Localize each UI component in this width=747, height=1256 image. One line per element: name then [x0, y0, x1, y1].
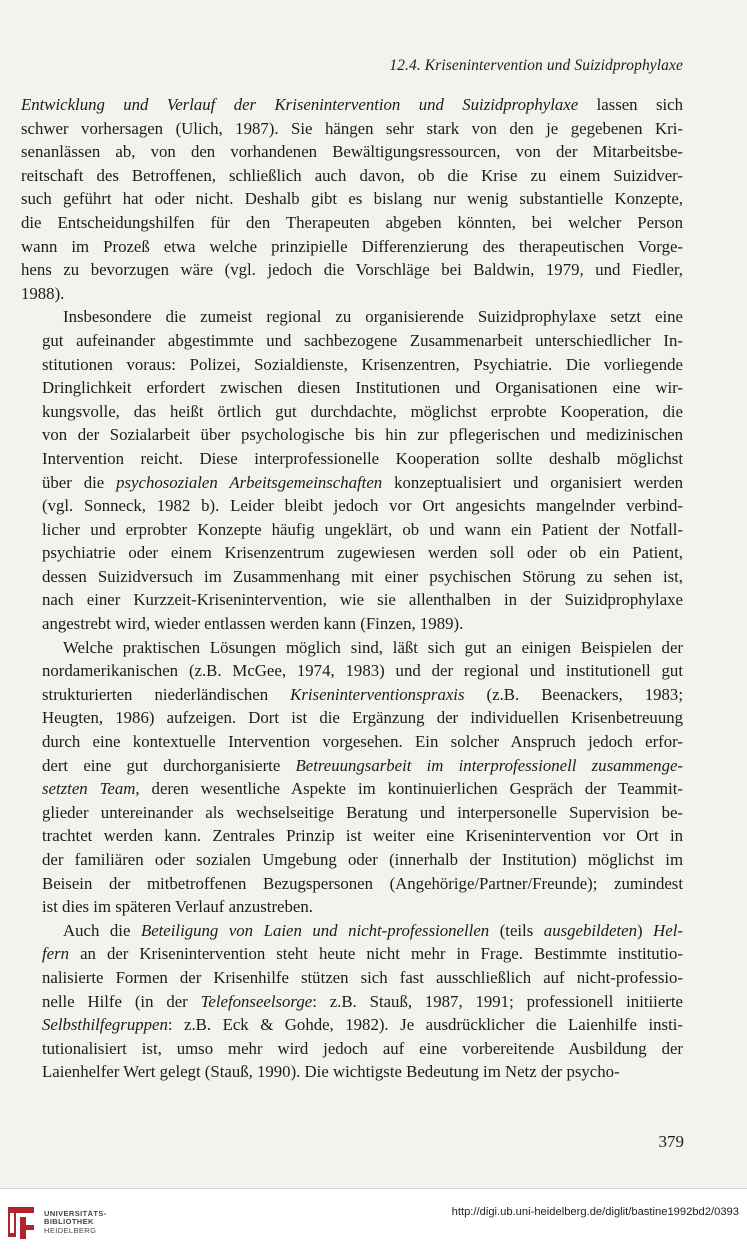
text-run: von der Sozialarbeit über psychologische bis hin zur pflegerischen und medizinischen: [42, 425, 683, 445]
text-line: [21, 1037, 683, 1061]
text-run: dert eine gut durchorganisierte: [42, 755, 296, 775]
text-run: senanlässen ab, von den vorhandenen Bewältigungsressourcen, von der Mitarbeitsbe-: [21, 142, 683, 162]
text-run: dessen Suizidversuch im Zusammenhang mit einer psychischen Störung zu sehen ist,: [42, 566, 683, 586]
library-name-line: UNIVERSITÄTS-: [44, 1209, 107, 1218]
text-run: ist dies im späteren Verlauf anzustreben.: [42, 897, 313, 917]
text-line: [21, 612, 683, 636]
text-line: [21, 235, 683, 259]
text-line: [21, 376, 683, 400]
text-line: [21, 305, 683, 329]
text-line: [21, 848, 683, 872]
text-line: [21, 588, 683, 612]
italic-text: Telefonseelsorge: [200, 991, 313, 1011]
text-run: wann im Prozeß etwa welche prinzipielle Differenzierung des therapeutischen Vorge-: [21, 236, 683, 256]
text-line: [21, 636, 683, 660]
text-run: Dringlichkeit erfordert zwischen diesen Institutionen und Organisationen eine wir-: [42, 378, 683, 398]
text-run: glieder untereinander als wechselseitige Beratung und interpersonelle Supervision be-: [42, 802, 683, 822]
text-line: [21, 919, 683, 943]
text-line: [21, 659, 683, 683]
italic-text: Hel-: [653, 920, 683, 940]
text-run: tutionalisiert ist, umso mehr wird jedoch auf eine vorbereitende Ausbildung der: [42, 1038, 683, 1058]
text-run: Heugten, 1986) aufzeigen. Dort ist die Ergänzung der individuellen Krisenbetreuung: [42, 708, 683, 728]
text-run: (teils: [489, 920, 544, 940]
page-number: 379: [658, 1132, 684, 1151]
text-line: [21, 730, 683, 754]
text-run: lassen sich: [578, 95, 683, 114]
text-run: Laienhelfer Wert gelegt (Stauß, 1990). Die wichtigste Bedeutung im Netz der psycho-: [42, 1062, 620, 1082]
italic-text: psychosozialen Arbeitsgemeinschaften: [116, 472, 383, 492]
text-line: [21, 942, 683, 966]
text-run: hens zu bevorzugen wäre (vgl. jedoch die Vorschläge bei Baldwin, 1979, und Fiedler,: [21, 260, 683, 280]
text-run: nach einer Kurzzeit-Krisenintervention, wie sie allenthalben in der Suizidprophylaxe: [42, 590, 683, 610]
footer-bar: [0, 1188, 747, 1256]
text-run: stitutionen voraus: Polizei, Sozialdienste, Krisenzentren, Psychiatrie. Die vorliegende: [42, 354, 683, 374]
text-run: such geführt hat oder nicht. Deshalb gibt es bislang nur wenig substantielle Konzepte,: [21, 189, 683, 209]
text-run: über die: [42, 472, 117, 492]
text-line: [21, 329, 683, 353]
source-url-link[interactable]: http://digi.ub.uni-heidelberg.de/diglit/bastine1992bd2/0393: [451, 1206, 739, 1218]
italic-text: Beteiligung von Laien und nicht-professionellen: [140, 920, 490, 940]
text-line: [21, 824, 683, 848]
italic-text: Betreuungsarbeit im interprofessionell zusammenge-: [295, 755, 683, 775]
text-run: konzeptualisiert und organisiert werden: [382, 472, 683, 492]
text-run: Auch die: [63, 920, 141, 940]
text-line: [21, 258, 683, 282]
text-line: [21, 93, 683, 117]
italic-text: ausgebildeten: [543, 920, 638, 940]
text-run: (vgl. Sonneck, 1982 b). Leider bleibt jedoch vor Ort angesichts mangelnder verbind-: [42, 496, 683, 516]
text-line: [21, 1060, 683, 1084]
text-run: gut aufeinander abgestimmte und sachbezogene Zusammenarbeit unterschiedlicher In-: [42, 330, 683, 350]
library-name: [44, 1210, 107, 1235]
text-run: Intervention reicht. Diese interprofessionelle Kooperation sollte deshalb möglichst: [42, 448, 683, 468]
text-line: [21, 353, 683, 377]
text-run: angestrebt wird, wieder entlassen werden kann (Finzen, 1989).: [42, 614, 464, 634]
italic-text: fern: [42, 944, 70, 964]
text-line: [21, 872, 683, 896]
text-line: [21, 423, 683, 447]
text-line: [21, 683, 683, 707]
text-run: die Entscheidungshilfen für den Therapeuten abgeben könnten, bei welcher Person: [21, 212, 683, 232]
text-line: [21, 754, 683, 778]
text-line: [21, 801, 683, 825]
text-run: 1988).: [21, 283, 65, 303]
text-run: trachtet werden kann. Zentrales Prinzip ist weiter eine Krisenintervention vor Ort in: [42, 826, 683, 846]
text-line: [21, 400, 683, 424]
text-line: [21, 140, 683, 164]
library-name-line: HEIDELBERG: [44, 1225, 97, 1235]
text-run: Insbesondere die zumeist regional zu organisierende Suizidprophylaxe setzt eine: [63, 307, 683, 327]
italic-text: Kriseninterventionspraxis: [290, 684, 465, 704]
text-line: [21, 211, 683, 235]
text-line: [21, 447, 683, 471]
text-run: nalisierte Formen der Krisenhilfe stützen sich fast ausschließlich auf nicht-professio-: [42, 967, 683, 987]
text-run: Welche praktischen Lösungen möglich sind, läßt sich gut an einigen Beispielen der: [63, 637, 683, 657]
text-run: durch eine kontextuelle Intervention vorgesehen. Ein solcher Anspruch jedoch erfor-: [42, 732, 683, 752]
text-run: nordamerikanischen (z.B. McGee, 1974, 1983) und der regional und institutionell gut: [42, 661, 683, 681]
text-line: [21, 1013, 683, 1037]
text-run: : z.B. Stauß, 1987, 1991; professionell initiierte: [312, 991, 683, 1011]
text-line: [21, 895, 683, 919]
text-run: reitschaft des Betroffenen, schließlich auch davon, ob die Krise zu einem Suizidver-: [21, 165, 683, 185]
text-line: [21, 565, 683, 589]
text-line: [21, 777, 683, 801]
text-line: [21, 494, 683, 518]
text-run: , deren wesentliche Aspekte im kontinuierlichen Gespräch der Teammit-: [135, 779, 683, 799]
text-line: [21, 541, 683, 565]
text-run: nelle Hilfe (in der: [42, 991, 201, 1011]
paragraph: [21, 93, 683, 305]
text-line: [21, 187, 683, 211]
text-run: kungsvolle, das heißt örtlich gut durchdachte, möglichst erprobte Kooperation, die: [42, 401, 683, 421]
library-logo-icon: [6, 1201, 38, 1243]
text-line: [21, 117, 683, 141]
text-line: [21, 966, 683, 990]
italic-text: Selbsthilfegruppen: [42, 1015, 168, 1035]
text-run: (z.B. Beenackers, 1983;: [464, 684, 683, 704]
text-run: strukturierten niederländischen: [42, 684, 291, 704]
italic-text: Entwicklung und Verlauf der Krisenintervention und Suizidprophylaxe: [21, 95, 579, 114]
text-run: ): [637, 920, 654, 940]
body-text: [21, 93, 683, 1084]
running-head: 12.4. Krisenintervention und Suizidprophylaxe: [389, 57, 683, 74]
paragraph: [21, 305, 683, 635]
text-run: : z.B. Eck & Gohde, 1982). Je ausdrücklicher die Laienhilfe insti-: [167, 1015, 683, 1035]
text-line: [21, 471, 683, 495]
italic-text: setzten Team: [42, 779, 136, 799]
text-run: Beisein der mitbetroffenen Bezugspersonen (Angehörige/Partner/Freunde); zumindest: [42, 873, 683, 893]
text-run: schwer vorhersagen (Ulich, 1987). Sie hängen sehr stark von den je gegebenen Kri-: [21, 118, 683, 138]
text-line: [21, 990, 683, 1014]
text-line: [21, 164, 683, 188]
text-run: an der Krisenintervention steht heute nicht mehr in Frage. Bestimmte institutio-: [69, 944, 683, 964]
text-line: [21, 282, 683, 306]
paragraph: [21, 919, 683, 1084]
text-run: licher und erprobter Konzepte häufig ungeklärt, ob und wann ein Patient der Notfall-: [42, 519, 683, 539]
text-line: [21, 706, 683, 730]
text-run: der familiären oder sozialen Umgebung oder (innerhalb der Institution) möglichst im: [42, 850, 683, 869]
text-line: [21, 518, 683, 542]
paragraph: [21, 636, 683, 919]
text-run: psychiatrie oder einem Krisenzentrum zugewiesen werden soll oder ob ein Patient,: [42, 543, 683, 563]
library-name-line: BIBLIOTHEK: [44, 1217, 94, 1227]
